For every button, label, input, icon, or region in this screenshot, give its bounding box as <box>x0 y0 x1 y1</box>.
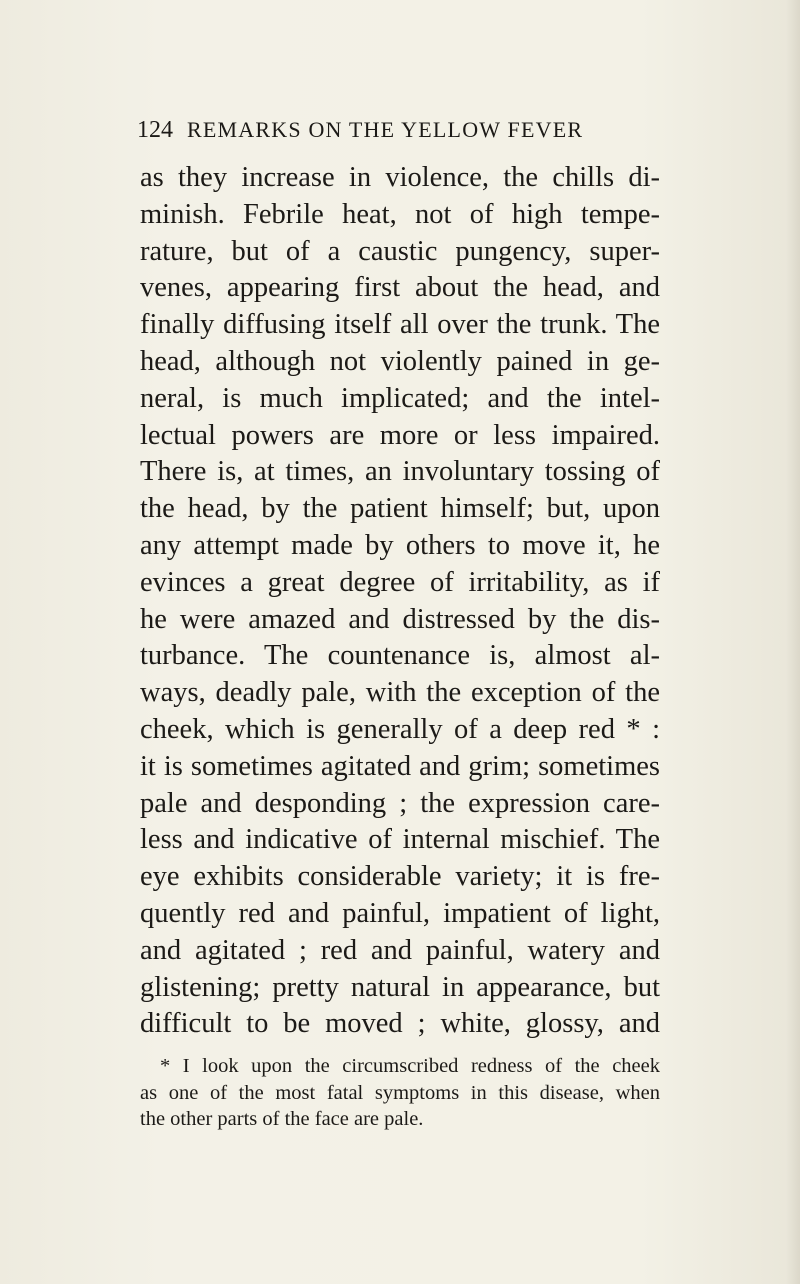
body-line: turbance. The countenance is, almost al- <box>140 640 660 672</box>
body-line: evinces a great degree of irritability, as if <box>140 566 660 598</box>
body-line: rature, but of a caustic pungency, super- <box>140 235 660 267</box>
footnote <box>140 1053 660 1133</box>
body-line: pale and desponding ; the expression care- <box>140 787 660 819</box>
body-line: cheek, which is generally of a deep red * : <box>140 713 660 745</box>
running-header <box>137 117 657 144</box>
running-title: REMARKS ON THE YELLOW FEVER <box>187 117 584 142</box>
body-line: he were amazed and distressed by the dis- <box>140 603 660 635</box>
body-line: lectual powers are more or less impaired. <box>140 419 660 451</box>
body-line: as they increase in violence, the chills di- <box>140 162 660 193</box>
footnote-line: * I look upon the circumscribed redness of the cheek <box>160 1055 660 1077</box>
body-line: the head, by the patient himself; but, upon <box>140 493 660 525</box>
body-line: any attempt made by others to move it, he <box>140 529 660 561</box>
page-number: 124 <box>137 117 173 143</box>
page-edge-shadow <box>786 0 800 1284</box>
body-line: venes, appearing first about the head, and <box>140 272 660 304</box>
body-line: less and indicative of internal mischief. The <box>140 824 660 856</box>
body-line: finally diffusing itself all over the trunk. The <box>140 309 660 341</box>
body-line: glistening; pretty natural in appearance, but <box>140 971 660 1003</box>
footnote-line: the other parts of the face are pale. <box>140 1108 424 1130</box>
body-line: minish. Febrile heat, not of high tempe- <box>140 198 660 230</box>
body-line: ways, deadly pale, with the exception of the <box>140 677 660 709</box>
body-line: quently red and painful, impatient of light, <box>140 897 660 929</box>
body-line: eye exhibits considerable variety; it is fre- <box>140 861 660 893</box>
body-line: it is sometimes agitated and grim; sometimes <box>140 750 660 782</box>
body-line: neral, is much implicated; and the intel- <box>140 382 660 414</box>
body-text <box>140 160 660 1043</box>
body-line: difficult to be moved ; white, glossy, and <box>140 1008 660 1040</box>
footnote-line: as one of the most fatal symptoms in this disease, when <box>140 1081 660 1104</box>
body-line: head, although not violently pained in ge- <box>140 345 660 377</box>
body-line: There is, at times, an involuntary tossing of <box>140 456 660 488</box>
body-line: and agitated ; red and painful, watery and <box>140 934 660 966</box>
